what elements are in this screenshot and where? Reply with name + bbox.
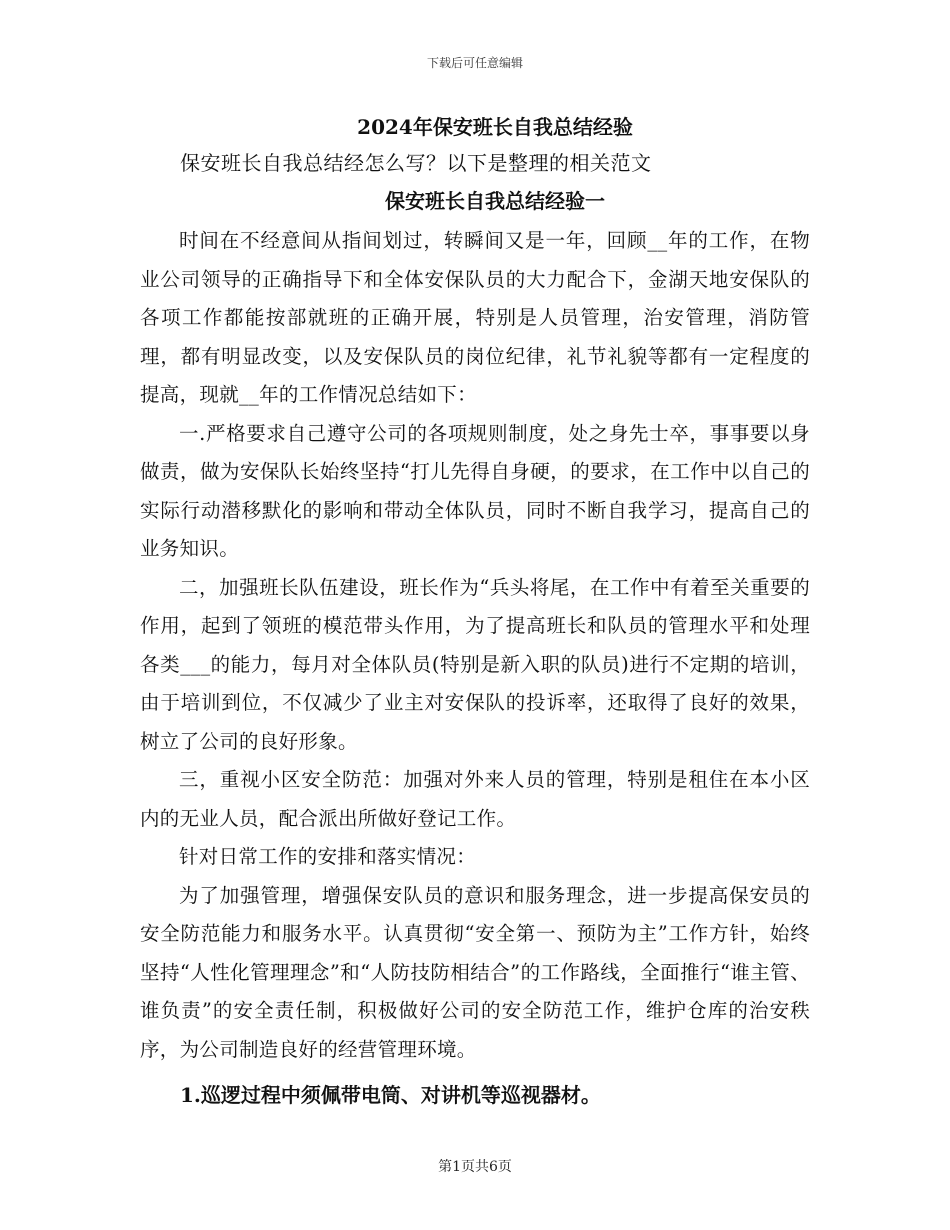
document-body [140,112,810,1115]
paragraph-6: 为了加强管理，增强保安队员的意识和服务理念，进一步提高保安员的安全防范能力和服务水平。认真贯彻“安全第一、预防为主”工作方针，始终坚持“人性化管理理念”和“人防技防相结合”的工作路线，全面推行“谁主管、谁负责”的安全责任制，积极做好公司的安全防范工作，维护仓库的治安秩序，为公司制造良好的经营管理环境。 [140,883,810,1061]
paragraph-5: 针对日常工作的安排和落实情况： [179,845,477,868]
intro-line: 保安班长自我总结经怎么写？以下是整理的相关范文 [180,151,652,175]
paragraph-4: 三，重视小区安全防范：加强对外来人员的管理，特别是租住在本小区内的无业人员，配合派出所做好登记工作。 [140,768,810,830]
bold-list-item: 1.巡逻过程中须佩带电筒、对讲机等巡视器材。 [180,1083,601,1107]
paragraph-3: 二，加强班长队伍建设，班长作为“兵头将尾，在工作中有着至关重要的作用，起到了领班的模范带头作用，为了提高班长和队员的管理水平和处理各类___的能力，每月对全体队员(特别是新入职的队员)进行不定期的培训，由于培训到位，不仅减少了业主对安保队的投诉率，还取得了良好的效果，树立了公司的良好形象。 [140,575,810,753]
page-number: 第1页共6页 [438,1159,512,1175]
paragraph-2: 一.严格要求自己遵守公司的各项规则制度，处之身先士卒，事事要以身做责，做为安保队长始终坚持“打儿先得自身硬，的要求，在工作中以自己的实际行动潜移默化的影响和带动全体队员，同时不断自我学习，提高自己的业务知识。 [140,421,810,560]
document-title: 2024年保安班长自我总结经验 [357,115,633,139]
paragraph-1: 时间在不经意间从指间划过，转瞬间又是一年，回顾__年的工作，在物业公司领导的正确指导下和全体安保队员的大力配合下，金湖天地安保队的各项工作都能按部就班的正确开展，特别是人员管理，治安管理，消防管理，都有明显改变，以及安保队员的岗位纪律，礼节礼貌等都有一定程度的提高，现就__年的工作情况总结如下： [140,229,810,406]
section-heading: 保安班长自我总结经验一 [385,189,605,213]
header-note: 下载后可任意编辑 [426,56,523,70]
